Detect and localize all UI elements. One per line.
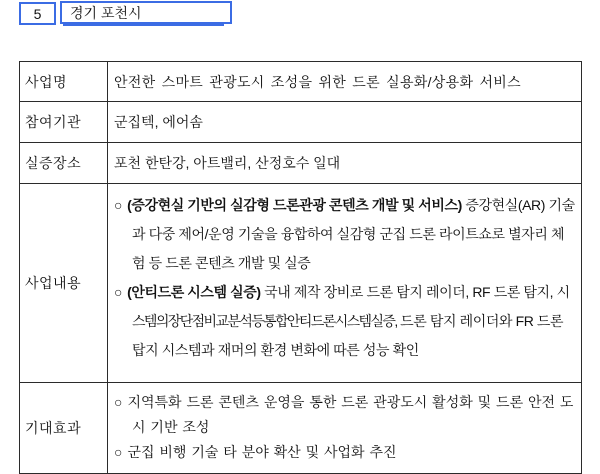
bullet-text-condensed: 시스템의장단점비교분석등통합안티드론시스템실증,	[132, 284, 569, 329]
row-label-project-content: 사업내용	[20, 184, 108, 383]
item-number-box	[19, 2, 56, 25]
bullet-text: 드론 탐지 레이더와 FR 드론 탑지 시스템과 재머의 환경 변화에 따른 성능 확인	[132, 313, 564, 358]
project-info-table	[19, 61, 582, 474]
bullet-ar-drone-tourism	[114, 191, 576, 278]
bullet-marker: ○	[114, 197, 123, 213]
bullet-text: 국내 제작 장비로 드론 탐지 레이더, RF 드론 탐지,	[260, 284, 557, 300]
bullet-marker: ○	[114, 394, 123, 410]
expected-effects-value	[108, 383, 582, 474]
table-row-participants	[20, 102, 582, 143]
bullet-tourism-city	[114, 390, 576, 440]
row-label-participants: 참여기관	[20, 102, 108, 143]
bullet-marker: ○	[114, 444, 123, 460]
bullet-swarm-flight-expansion	[114, 440, 576, 465]
bullet-text: 지역특화 드론 콘텐츠 운영을 통한 드론 관광도시 활성화 및 드론 안전 도시 기반 조성	[127, 394, 574, 435]
bullet-bold-heading: (안티드론 시스템 실증)	[127, 284, 261, 300]
participants-value: 군집텍, 에어솜	[108, 102, 582, 143]
region-title-box	[60, 1, 232, 24]
bullet-anti-drone-system	[114, 278, 576, 365]
region-title: 경기 포천시	[70, 4, 142, 21]
bullet-text: 증강현실(AR) 기술과 다중 제어/운영 기술을 융합하여 실감형 군집 드론 라이트쇼로 별자리 체험 등 드론 콘텐츠 개발 및 실증	[132, 197, 575, 271]
bullet-marker: ○	[114, 284, 123, 300]
table-row-project-content	[20, 184, 582, 383]
row-label-location: 실증장소	[20, 143, 108, 184]
bullet-text: 군집 비행 기술 타 분야 확산 및 사업화 추진	[127, 444, 397, 460]
table-row-location	[20, 143, 582, 184]
bullet-bold-heading: (증강현실 기반의 실감형 드론관광 콘텐츠 개발 및 서비스)	[127, 197, 462, 213]
location-value: 포천 한탄강, 아트밸리, 산정호수 일대	[108, 143, 582, 184]
table-row-expected-effects	[20, 383, 582, 474]
region-underline	[63, 23, 224, 26]
row-label-expected-effects: 기대효과	[20, 383, 108, 474]
project-content-value	[108, 184, 582, 383]
project-name-value: 안전한 스마트 관광도시 조성을 위한 드론 실용화/상용화 서비스	[108, 62, 582, 102]
table-row-project-name	[20, 62, 582, 102]
item-number: 5	[33, 5, 42, 22]
row-label-project-name: 사업명	[20, 62, 108, 102]
